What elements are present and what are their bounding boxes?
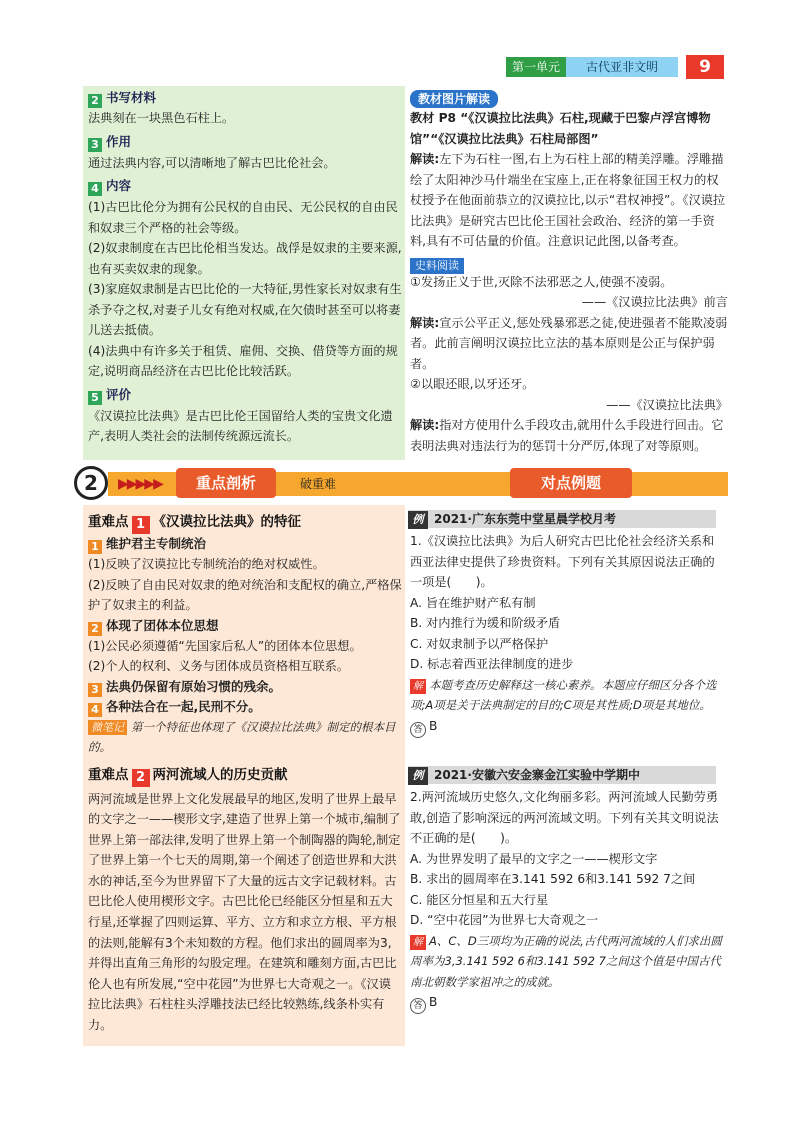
unit-label: 第一单元: [506, 57, 566, 77]
subheading-text: 维护君主专制统治: [106, 536, 207, 551]
section-title: 评价: [106, 386, 132, 402]
example-source: 2021·广东东莞中堂星晨学校月考: [434, 512, 616, 526]
option-c: C. 能区分恒星和五大行星: [410, 892, 549, 907]
key-point-number: 2: [132, 769, 150, 787]
answer: [410, 716, 726, 738]
topic-label: 古代亚非文明: [566, 57, 678, 77]
example-2: [410, 787, 726, 1014]
section-heading: [88, 132, 402, 153]
paragraph: (2)奴隶制度在古巴比伦相当发达。战俘是奴隶的主要来源,也有买卖奴隶的现象。: [88, 241, 402, 276]
quote: ②以眼还眼,以牙还牙。: [410, 377, 535, 391]
paragraph: (4)法典中有许多关于租赁、雇佣、交换、借贷等方面的规定,说明商品经济在古巴比伦比较活跃。: [88, 343, 398, 378]
section-heading: [88, 176, 402, 197]
section-title: 书写材料: [106, 90, 157, 105]
section-heading: [88, 385, 402, 406]
key-point-number: 1: [132, 516, 150, 534]
example-source-bar: [408, 766, 716, 784]
example-1: [410, 531, 726, 738]
jiedu-text: 左下为石柱一图,右上为石柱上部的精美浮雕。浮雕描绘了太阳神沙马什端坐在宝座上,正在将象征国王权力的权杖授予在他面前恭立的汉谟拉比,以示“君权神授”。《汉谟拉比法典》是研究古巴比伦王国社会政治、经济的第一手资料,具有不可估量的价值。注意识记此图,以备考查。: [410, 152, 726, 248]
subheading: [88, 534, 402, 554]
section-heading: [88, 88, 402, 108]
key-point-heading: [88, 763, 402, 789]
key-point-prefix: 重难点: [88, 514, 129, 530]
subheading-number: 4: [88, 703, 102, 717]
interpretation-text: [410, 313, 728, 375]
option-b: B. 对内推行为缓和阶级矛盾: [410, 616, 561, 630]
explanation: [410, 675, 726, 716]
question-stem: 1.《汉谟拉比法典》为后人研究古巴比伦社会经济关系和西亚法律史提供了珍贵资料。下列有关其原因说法正确的一项是( )。: [410, 534, 715, 589]
paragraph: 法典刻在一块黑色石柱上。: [88, 111, 235, 125]
section-number-circle: 2: [74, 466, 108, 500]
key-point-title: 两河流域人的历史贡献: [152, 766, 288, 783]
explanation-text: A、C、D三项均为正确的说法,古代两河流域的人们求出圆周率为3,3.141 592 6和3.141 592 7之间这个值是中国古代南北朝数学家祖冲之的成就。: [410, 933, 722, 989]
subheading-number: 3: [88, 683, 102, 697]
quote: ①发扬正义于世,灭除不法邪恶之人,使强不凌弱。: [410, 274, 673, 289]
answer-icon: 答: [410, 722, 426, 738]
paragraph: 通过法典内容,可以清晰地了解古巴比伦社会。: [88, 155, 336, 170]
explanation-text: 本题考查历史解释这一核心素养。本题应仔细区分各个选项;A项是关于法典制定的目的;C项是其性质;D项是其地位。: [410, 677, 717, 712]
source-reading-badge: 史料阅读: [410, 258, 464, 274]
subheading-text: 法典仍保留有原始习惯的残余。: [106, 678, 282, 694]
interpretation-title: 教材 P8 “《汉谟拉比法典》石柱,现藏于巴黎卢浮宫博物馆”“《汉谟拉比法典》石柱局部图”: [410, 111, 711, 146]
subheading-text: 各种法合在一起,民刑不分。: [106, 698, 261, 714]
answer-icon: 答: [410, 998, 426, 1014]
interpretation-badge: 教材图片解读: [410, 90, 498, 108]
image-interpretation: [410, 88, 728, 456]
example-source: 2021·安徽六安金寨金江实验中学期中: [434, 768, 640, 782]
micro-note-text: 第一个特征也体现了《汉谟拉比法典》制定的根本目的。: [88, 719, 396, 754]
quote-source: ——《汉谟拉比法典》: [606, 397, 728, 412]
subheading: [88, 697, 402, 717]
subheading: [88, 677, 402, 697]
jiedu-label: 解读:: [410, 315, 440, 330]
key-point-title: 《汉谟拉比法典》的特征: [152, 514, 301, 530]
paragraph: (1)公民必须遵循“先国家后私人”的团体本位思想。: [88, 638, 362, 653]
paragraph: 两河流域是世界上文化发展最早的地区,发明了世界上最早的文字之一——楔形文字,建造了世界上第一个城市,编制了世界上第一部法律,发明了世界上第一个制陶器的陶轮,制定了世界上第一个七天的周期,第一个阐述了创造世界和大洪水的神话,至今为世界留下了大量的远古文字记载材料。古巴比伦人使用楔形文字。古巴比伦已经能区分恒星和五大行星,还掌握了四则运算、平方、立方和求立方根、平方根的法则,能解有3个未知数的方程。他们求出的圆周率为3,并得出直角三角形的勾股定理。在建筑和雕刻方面,古巴比伦人也有所发展,“空中花园”为世界七大奇观之一。《汉谟拉比法典》石柱柱头浮雕技法已经比较熟练,线条朴实有力。: [88, 791, 401, 1033]
paragraph: 《汉谟拉比法典》是古巴比伦王国留给人类的宝贵文化遗产,表明人类社会的法制传统源远流长。: [88, 408, 393, 443]
band-title: 重点剖析: [176, 468, 276, 498]
section-number: 5: [88, 391, 102, 405]
question-stem: 2.两河流域历史悠久,文化绚丽多彩。两河流域人民勤劳勇敢,创造了影响深远的两河流域文明。下列有关其文明说法不正确的是( )。: [410, 790, 719, 845]
answer-text: B: [429, 995, 438, 1009]
jiedu-text: 宣示公平正义,惩处残暴邪恶之徒,使进强者不能欺凌弱者。此前言阐明汉谟拉比立法的基本原则是公正与保护弱者。: [410, 315, 728, 371]
example-tag: 例: [408, 767, 428, 785]
band-subtitle: 破重难: [300, 477, 337, 491]
section-title: 内容: [106, 178, 132, 193]
key-point-prefix: 重难点: [88, 766, 129, 783]
option-c: C. 对奴隶制予以严格保护: [410, 636, 549, 651]
section-number: 3: [88, 138, 102, 152]
option-d: D. “空中花园”为世界七大奇观之一: [410, 913, 599, 927]
example-source-bar: [408, 510, 716, 528]
section-title: 作用: [106, 133, 132, 149]
explanation: [410, 931, 726, 993]
explanation-tag: 解: [410, 935, 426, 950]
subheading: [88, 616, 402, 636]
material-content: [88, 88, 402, 447]
section-number: 2: [88, 94, 102, 108]
page-number: 9: [686, 55, 724, 79]
example-tag: 例: [408, 511, 428, 529]
key-point-heading: [88, 510, 402, 534]
jiedu-label: 解读:: [410, 418, 440, 432]
micro-note: [88, 717, 402, 757]
option-d: D. 标志着西亚法律制度的进步: [410, 657, 574, 671]
band-right-title: 对点例题: [510, 468, 632, 498]
subheading-number: 2: [88, 622, 102, 636]
quote-source: ——《汉谟拉比法典》前言: [581, 295, 728, 309]
paragraph: (1)古巴比伦分为拥有公民权的自由民、无公民权的自由民和奴隶三个严格的社会等级。: [88, 200, 398, 235]
subheading-text: 体现了团体本位思想: [106, 617, 219, 633]
key-points-content: [88, 510, 402, 1036]
subheading-number: 1: [88, 540, 102, 554]
paragraph: (2)个人的权利、义务与团体成员资格相互联系。: [88, 659, 350, 673]
option-a: A. 旨在维护财产私有制: [410, 595, 536, 610]
interpretation-text: [410, 149, 728, 252]
interpretation-text: [410, 415, 728, 456]
paragraph: (3)家庭奴隶制是古巴比伦的一大特征,男性家长对奴隶有生杀予夺之权,对妻子儿女有绝对权威,在欠债时甚至可以将妻儿送去抵债。: [88, 282, 402, 337]
answer: [410, 992, 726, 1014]
jiedu-text: 指对方使用什么手段攻击,就用什么手段进行回击。它表明法典对违法行为的惩罚十分严厉,体现了对等原则。: [410, 418, 724, 453]
section-number: 4: [88, 182, 102, 196]
option-a: A. 为世界发明了最早的文字之一——楔形文字: [410, 851, 658, 866]
answer-text: B: [429, 718, 438, 733]
explanation-tag: 解: [410, 679, 426, 694]
option-b: B. 求出的圆周率在3.141 592 6和3.141 592 7之间: [410, 872, 696, 886]
paragraph: (2)反映了自由民对奴隶的绝对统治和支配权的确立,严格保护了奴隶主的利益。: [88, 577, 402, 612]
paragraph: (1)反映了汉谟拉比专制统治的绝对权威性。: [88, 557, 325, 571]
micro-note-tag: 微笔记: [88, 720, 127, 735]
arrows-decoration: ▶▶▶▶▶: [118, 476, 162, 492]
jiedu-label: 解读:: [410, 152, 440, 166]
